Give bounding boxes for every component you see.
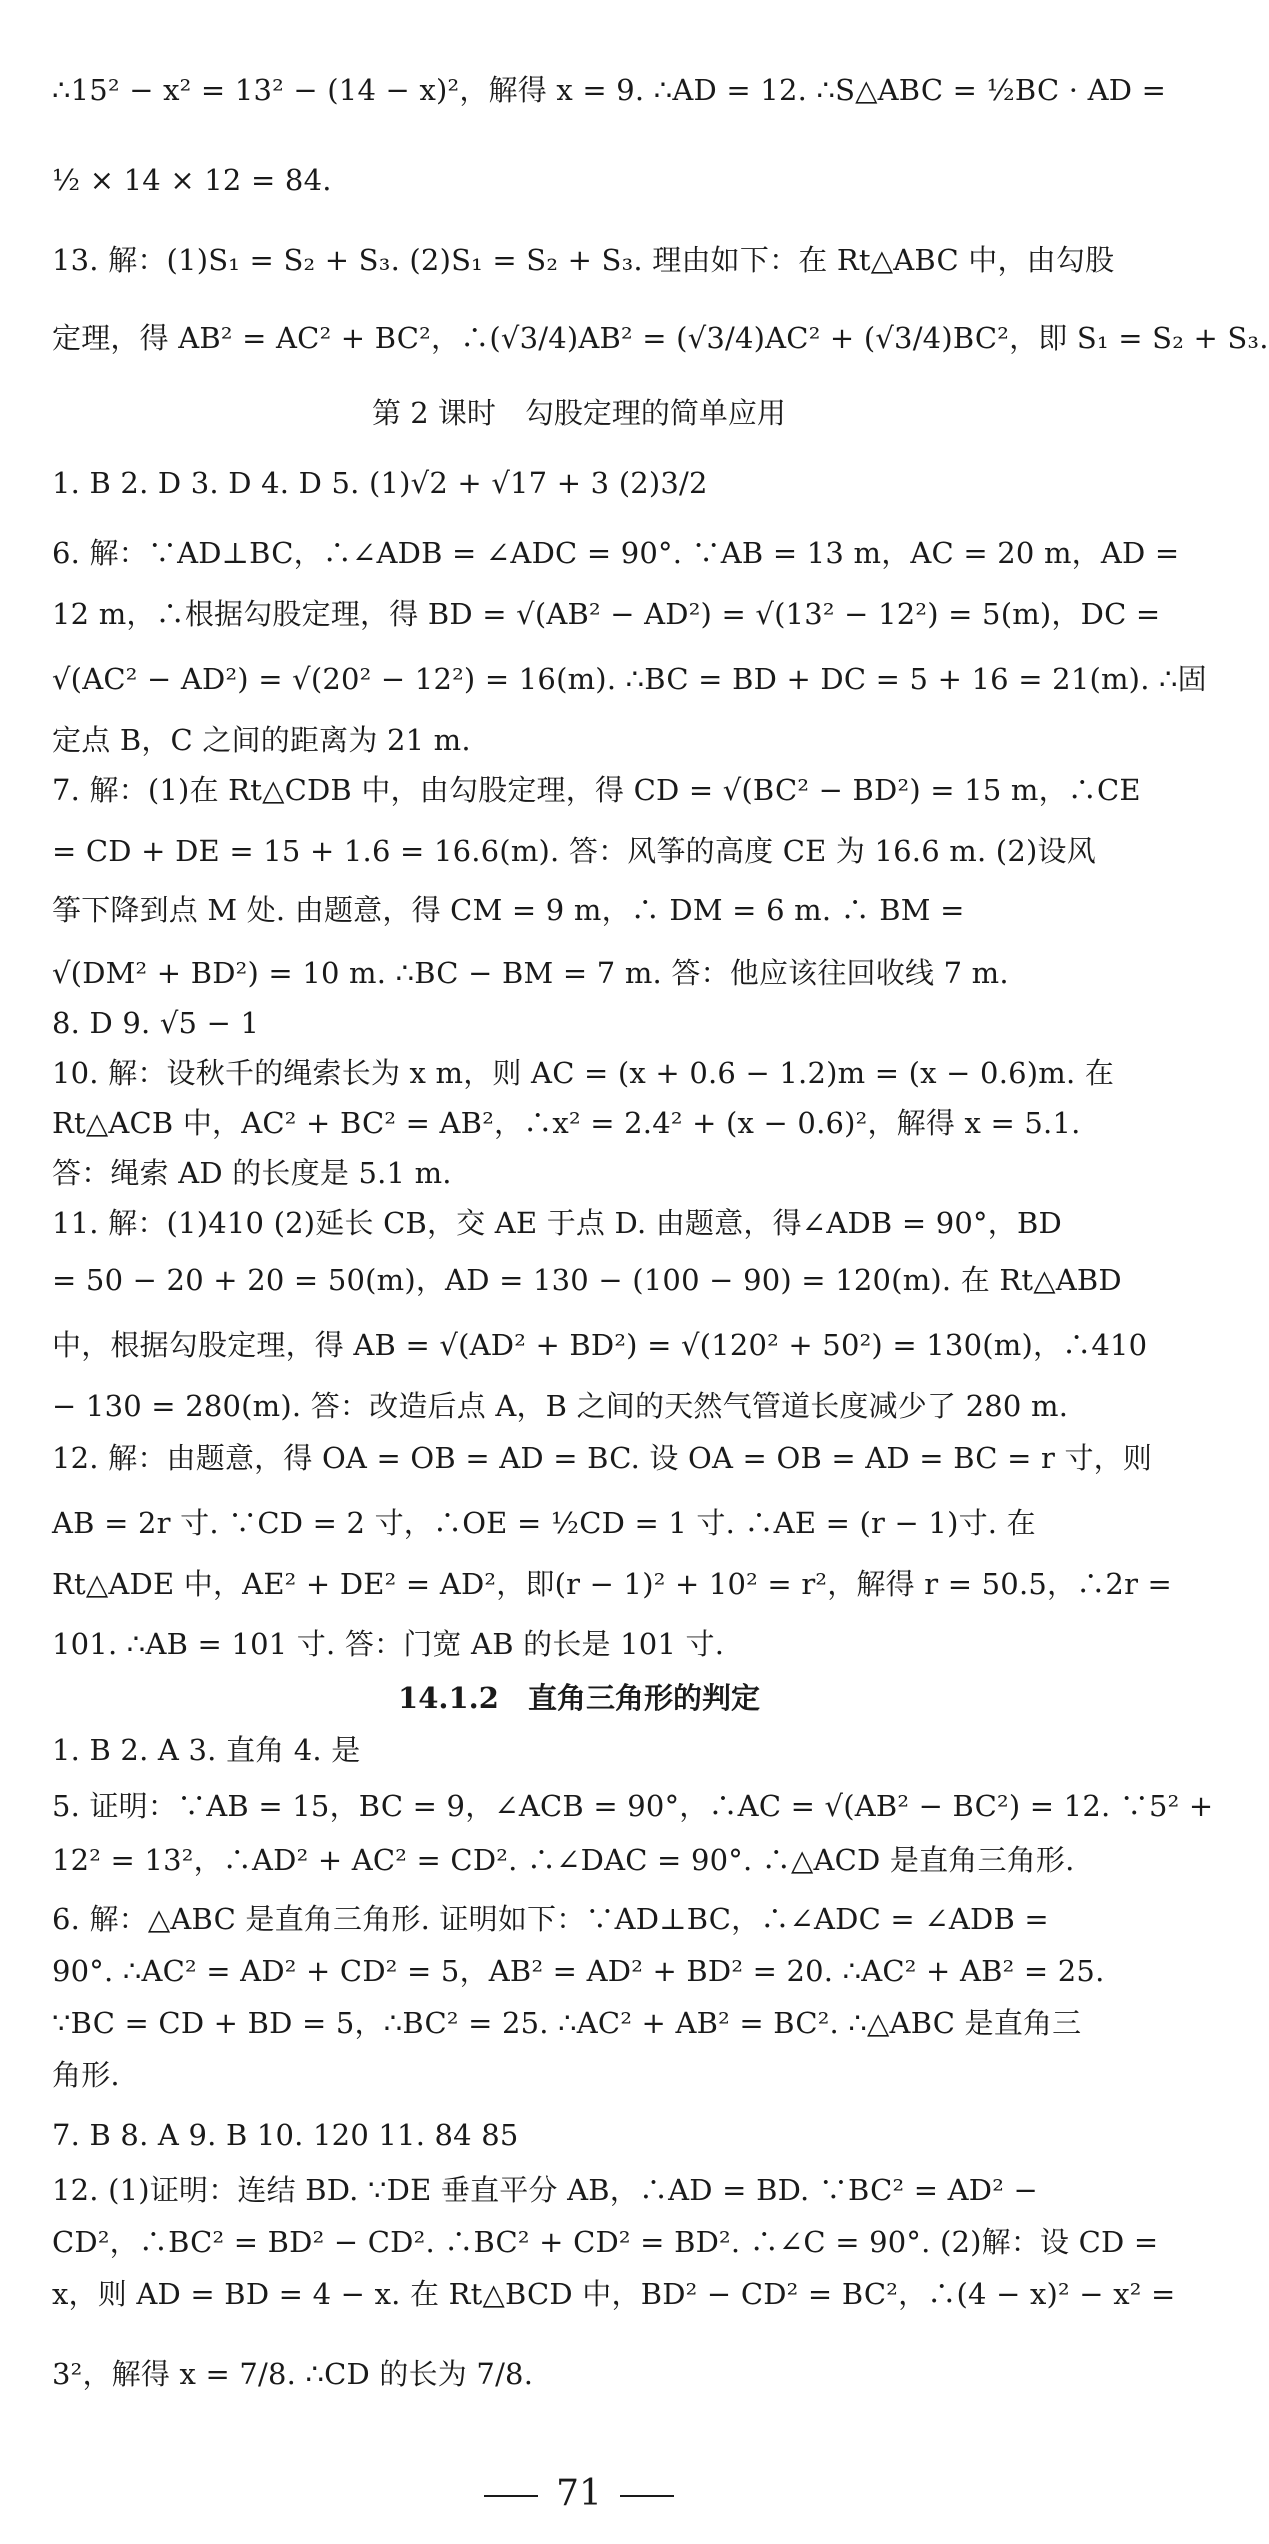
text-line: 11. 解：(1)410 (2)延长 CB，交 AE 于点 D. 由题意，得∠ADB = 90°，BD [52, 1206, 1062, 1240]
text-line: 7. B 8. A 9. B 10. 120 11. 84 85 [52, 2118, 519, 2152]
text-line: ∵BC = CD + BD = 5，∴BC² = 25. ∴AC² + AB² = BC². ∴△ABC 是直角三 [52, 2006, 1082, 2040]
text-line: Rt△ADE 中，AE² + DE² = AD²，即(r − 1)² + 10² = r²，解得 r = 50.5，∴2r = [52, 1567, 1173, 1601]
text-line: = 50 − 20 + 20 = 50(m)，AD = 130 − (100 − 90) = 120(m). 在 Rt△ABD [52, 1263, 1122, 1297]
text-line: 角形. [52, 2058, 120, 2092]
text-line: 13. 解：(1)S₁ = S₂ + S₃. (2)S₁ = S₂ + S₃. 理由如下：在 Rt△ABC 中，由勾股 [52, 243, 1115, 277]
text-line: 中，根据勾股定理，得 AB = √(AD² + BD²) = √(120² + 50²) = 130(m)，∴410 [52, 1328, 1148, 1362]
text-line: Rt△ACB 中，AC² + BC² = AB²，∴x² = 2.4² + (x − 0.6)²，解得 x = 5.1. [52, 1106, 1081, 1140]
text-line: 5. 证明：∵AB = 15，BC = 9，∠ACB = 90°，∴AC = √(AB² − BC²) = 12. ∵5² + [52, 1789, 1214, 1823]
text-line: 3²，解得 x = 7/8. ∴CD 的长为 7/8. [52, 2357, 534, 2391]
text-line: AB = 2r 寸. ∵CD = 2 寸，∴OE = ½CD = 1 寸. ∴AE = (r − 1)寸. 在 [52, 1506, 1036, 1540]
section-heading: 14.1.2 直角三角形的判定 [398, 1681, 760, 1715]
footer-dash-left [484, 2495, 538, 2497]
text-line: √(DM² + BD²) = 10 m. ∴BC − BM = 7 m. 答：他应该往回收线 7 m. [52, 956, 1009, 990]
text-line: 定点 B，C 之间的距离为 21 m. [52, 723, 471, 757]
text-line: 1. B 2. D 3. D 4. D 5. (1)√2 + √17 + 3 (2)3/2 [52, 466, 708, 500]
lesson-heading: 第 2 课时 勾股定理的简单应用 [372, 396, 786, 430]
text-line: 6. 解：∵AD⊥BC，∴∠ADB = ∠ADC = 90°. ∵AB = 13 m，AC = 20 m，AD = [52, 536, 1180, 570]
text-line: √(AC² − AD²) = √(20² − 12²) = 16(m). ∴BC = BD + DC = 5 + 16 = 21(m). ∴固 [52, 662, 1207, 696]
page-number: 71 [556, 2473, 602, 2514]
footer-dash-right [620, 2495, 674, 2497]
text-line: CD²，∴BC² = BD² − CD². ∴BC² + CD² = BD². ∴∠C = 90°. (2)解：设 CD = [52, 2225, 1159, 2259]
text-line: 101. ∴AB = 101 寸. 答：门宽 AB 的长是 101 寸. [52, 1627, 725, 1661]
text-line: 8. D 9. √5 − 1 [52, 1006, 260, 1040]
text-line: 7. 解：(1)在 Rt△CDB 中，由勾股定理，得 CD = √(BC² − BD²) = 15 m，∴CE [52, 773, 1141, 807]
text-line: 12. 解：由题意，得 OA = OB = AD = BC. 设 OA = OB = AD = BC = r 寸，则 [52, 1441, 1153, 1475]
text-line: 12 m，∴根据勾股定理，得 BD = √(AB² − AD²) = √(13² − 12²) = 5(m)，DC = [52, 597, 1161, 631]
text-line: = CD + DE = 15 + 1.6 = 16.6(m). 答：风筝的高度 CE 为 16.6 m. (2)设风 [52, 834, 1096, 868]
text-line: 6. 解：△ABC 是直角三角形. 证明如下：∵AD⊥BC，∴∠ADC = ∠ADB = [52, 1902, 1049, 1936]
text-line: 定理，得 AB² = AC² + BC²，∴(√3/4)AB² = (√3/4)AC² + (√3/4)BC²，即 S₁ = S₂ + S₃. [52, 321, 1269, 355]
text-line: x，则 AD = BD = 4 − x. 在 Rt△BCD 中，BD² − CD² = BC²，∴(4 − x)² − x² = [52, 2277, 1176, 2311]
text-line: 12. (1)证明：连结 BD. ∵DE 垂直平分 AB，∴AD = BD. ∵BC² = AD² − [52, 2173, 1038, 2207]
text-line: 90°. ∴AC² = AD² + CD² = 5，AB² = AD² + BD² = 20. ∴AC² + AB² = 25. [52, 1954, 1105, 1988]
text-line: 1. B 2. A 3. 直角 4. 是 [52, 1733, 361, 1767]
text-line: 筝下降到点 M 处. 由题意，得 CM = 9 m，∴ DM = 6 m. ∴ BM = [52, 893, 965, 927]
text-line: 10. 解：设秋千的绳索长为 x m，则 AC = (x + 0.6 − 1.2)m = (x − 0.6)m. 在 [52, 1056, 1115, 1090]
text-line: 答：绳索 AD 的长度是 5.1 m. [52, 1156, 452, 1190]
text-line: ½ × 14 × 12 = 84. [52, 163, 332, 197]
page-footer [0, 2470, 1158, 2518]
text-line: ∴15² − x² = 13² − (14 − x)²，解得 x = 9. ∴AD = 12. ∴S△ABC = ½BC · AD = [52, 73, 1167, 107]
text-line: − 130 = 280(m). 答：改造后点 A，B 之间的天然气管道长度减少了 280 m. [52, 1389, 1069, 1423]
text-line: 12² = 13²，∴AD² + AC² = CD². ∴∠DAC = 90°. ∴△ACD 是直角三角形. [52, 1843, 1075, 1877]
